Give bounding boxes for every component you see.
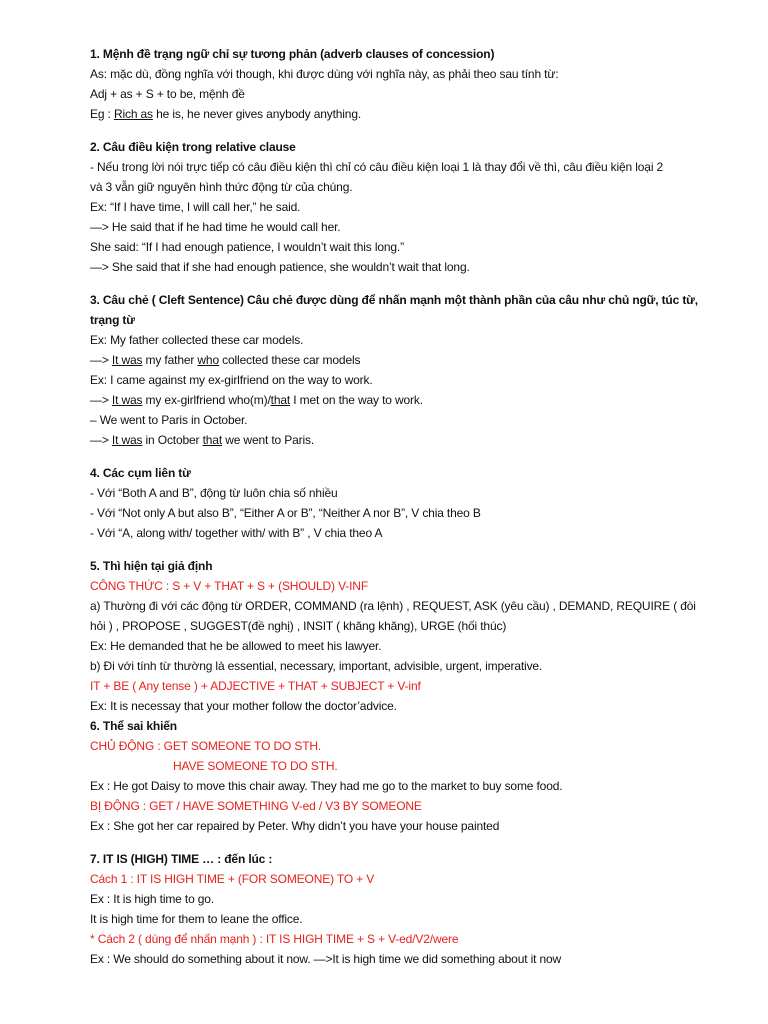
example-line: —> He said that if he had time he would call her. (90, 220, 341, 234)
section-heading: 3. Câu chẻ ( Cleft Sentence) Câu chẻ được dùng để nhấn mạnh một thành phần của câu như chủ ngữ, túc từ, (90, 293, 698, 307)
text-span: Eg : (90, 107, 114, 121)
example-line: —> She said that if she had enough patience, she wouldn’t wait that long. (90, 260, 470, 274)
section-heading: 7. IT IS (HIGH) TIME … : đến lúc : (90, 852, 273, 866)
underlined-text: who (197, 353, 219, 367)
text-span: we went to Paris. (222, 433, 315, 447)
section-heading: 1. Mệnh đề trạng ngữ chỉ sự tương phản (adverb clauses of concession) (90, 47, 495, 61)
section-concession (90, 44, 728, 124)
example-line (90, 104, 728, 124)
example-line: It is high time for them to leane the office. (90, 912, 303, 926)
formula-line: IT + BE ( Any tense ) + ADJECTIVE + THAT + SUBJECT + V-inf (90, 679, 421, 693)
section-heading: 4. Các cụm liên từ (90, 466, 191, 480)
formula-line: * Cách 2 ( dùng để nhấn mạnh ) : IT IS HIGH TIME + S + V-ed/V2/were (90, 932, 459, 946)
underlined-text: It was (111, 353, 143, 367)
text-line: - Nếu trong lời nói trực tiếp có câu điều kiện thì chỉ có câu điều kiện loại 1 là thay đổi về thì, câu điều kiện loại 2 (90, 160, 664, 174)
example-line: Ex: He demanded that he be allowed to meet his lawyer. (90, 639, 382, 653)
example-line (90, 430, 728, 450)
underlined-text: that (202, 433, 223, 447)
example-line: Ex : She got her car repaired by Peter. Why didn’t you have your house painted (90, 819, 500, 833)
text-span: —> (90, 393, 112, 407)
underlined-text: It was (111, 393, 143, 407)
text-line: và 3 vẫn giữ nguyên hình thức động từ của chúng. (90, 180, 353, 194)
formula-line: BỊ ĐỘNG : GET / HAVE SOMETHING V-ed / V3 BY SOMEONE (90, 799, 422, 813)
example-line: Ex : We should do something about it now. —>It is high time we did something about it now (90, 952, 562, 966)
section-cleft-sentence (90, 290, 728, 450)
text-line: As: mặc dù, đồng nghĩa với though, khi được dùng với nghĩa này, as phải theo sau tính từ: (90, 67, 559, 81)
section-heading: 2. Câu điều kiện trong relative clause (90, 140, 296, 154)
section-heading-continued: trạng từ (90, 313, 135, 327)
text-span: my father (142, 353, 198, 367)
text-line: - Với “Both A and B”, động từ luôn chia số nhiều (90, 486, 338, 500)
formula-line: CHỦ ĐỘNG : GET SOMEONE TO DO STH. (90, 739, 322, 753)
text-line: b) Đi với tính từ thường là essential, necessary, important, advisible, urgent, imperative. (90, 659, 543, 673)
section-conjunction-phrases (90, 463, 728, 543)
text-line: hỏi ) , PROPOSE , SUGGEST(đề nghị) , INSIT ( khăng khăng), URGE (hối thúc) (90, 619, 507, 633)
text-line: - Với “Not only A but also B”, “Either A or B”, “Neither A nor B”, V chia theo B (90, 506, 481, 520)
example-line: Ex: My father collected these car models. (90, 333, 304, 347)
example-line: Ex: I came against my ex-girlfriend on the way to work. (90, 373, 373, 387)
text-span: —> (90, 353, 112, 367)
formula-line: CÔNG THỨC : S + V + THAT + S + (SHOULD) V-INF (90, 579, 369, 593)
example-line: Ex: “If I have time, I will call her,” he said. (90, 200, 301, 214)
example-line: Ex: It is necessay that your mother follow the doctor’advice. (90, 699, 397, 713)
section-high-time (90, 849, 728, 969)
text-span: —> (90, 433, 112, 447)
text-span: collected these car models (218, 353, 361, 367)
section-heading: 6. Thể sai khiến (90, 719, 177, 733)
example-line: Ex : It is high time to go. (90, 892, 215, 906)
section-causative (90, 716, 728, 836)
example-line (90, 350, 728, 370)
section-heading: 5. Thì hiện tại giả định (90, 559, 213, 573)
section-conditional-relative (90, 137, 728, 277)
underlined-text: It was (111, 433, 143, 447)
text-span: my ex-girlfriend who(m)/ (142, 393, 271, 407)
example-line (90, 390, 728, 410)
underlined-text: Rich as (113, 107, 153, 121)
formula-line: HAVE SOMEONE TO DO STH. (173, 759, 338, 773)
text-line: Adj + as + S + to be, mệnh đề (90, 87, 245, 101)
example-line: She said: “If I had enough patience, I wouldn’t wait this long.” (90, 240, 404, 254)
example-line: Ex : He got Daisy to move this chair away. They had me go to the market to buy some food. (90, 779, 563, 793)
text-span: in October (142, 433, 203, 447)
example-line: – We went to Paris in October. (90, 413, 248, 427)
formula-line: Cách 1 : IT IS HIGH TIME + (FOR SOMEONE) TO + V (90, 872, 375, 886)
text-span: he is, he never gives anybody anything. (152, 107, 362, 121)
text-line: a) Thường đi với các động từ ORDER, COMMAND (ra lệnh) , REQUEST, ASK (yêu cầu) , DEMAND, REQUIRE ( đòi (90, 599, 696, 613)
section-present-subjunctive (90, 556, 728, 716)
underlined-text: that (270, 393, 291, 407)
text-line: - Với “A, along with/ together with/ with B” , V chia theo A (90, 526, 383, 540)
text-span: I met on the way to work. (290, 393, 423, 407)
